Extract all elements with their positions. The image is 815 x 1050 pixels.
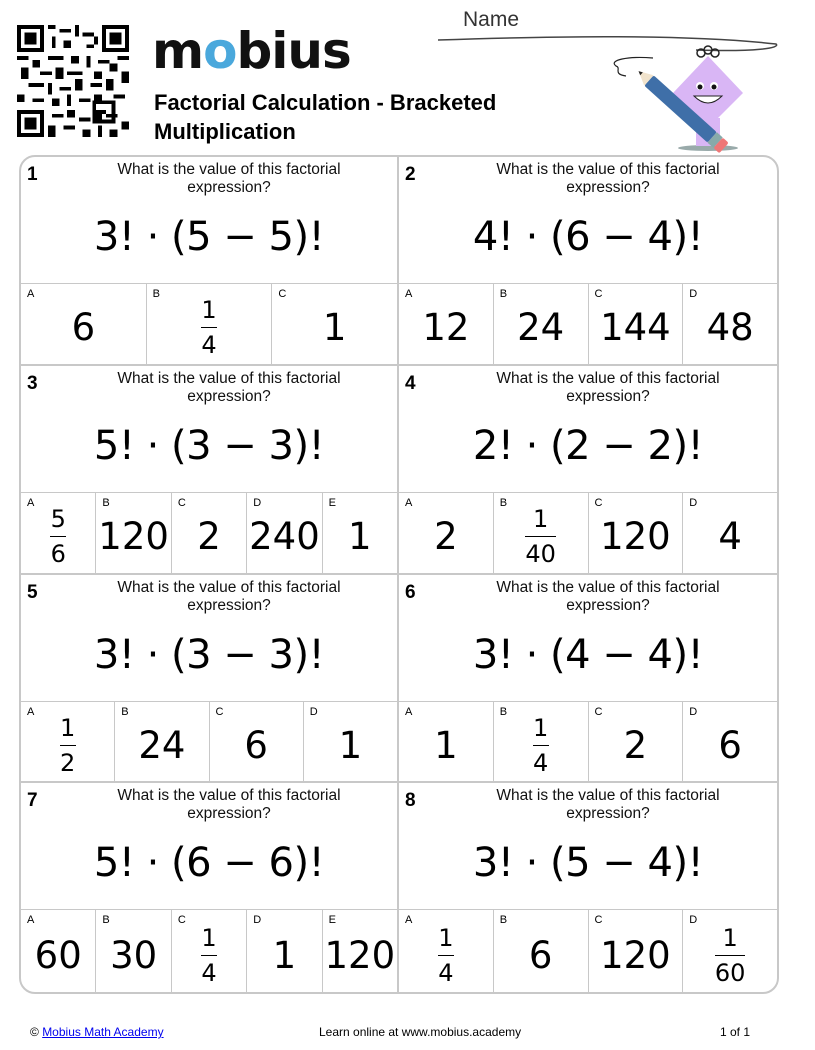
answer-option-c[interactable]	[589, 910, 684, 992]
answer-value	[210, 714, 303, 778]
answer-number: 4	[718, 515, 742, 559]
answer-option-d[interactable]	[683, 284, 777, 364]
answer-letter: B	[499, 705, 508, 718]
problem-number: 4	[405, 372, 416, 394]
fraction-bar	[438, 955, 454, 956]
answer-number: 60	[34, 933, 82, 977]
question-text: What is the value of this factorial expression?	[117, 161, 341, 196]
worksheet-grid	[19, 155, 779, 994]
problem-number: 2	[405, 164, 416, 185]
answer-number: 24	[138, 723, 186, 767]
answer-option-c[interactable]	[210, 702, 304, 782]
answer-value	[683, 505, 777, 569]
question-text: What is the value of this factorial expression?	[117, 787, 341, 823]
fraction-bar	[50, 536, 66, 537]
answer-option-e[interactable]	[323, 910, 397, 992]
answer-number: 120	[98, 515, 169, 559]
answer-option-c[interactable]	[172, 493, 247, 573]
answer-value	[589, 714, 683, 778]
question-text: What is the value of this factorial expression?	[117, 369, 341, 405]
fraction-bar	[201, 955, 217, 956]
answer-number: 1	[322, 306, 347, 350]
answer-option-c[interactable]	[589, 702, 684, 782]
problem-1	[21, 157, 399, 366]
answer-option-b[interactable]	[494, 493, 589, 573]
denominator: 4	[438, 958, 454, 987]
denominator: 4	[201, 958, 217, 987]
problem-7	[21, 783, 399, 992]
answer-option-b[interactable]	[494, 702, 589, 782]
answer-number: 48	[706, 306, 754, 350]
fraction-bar	[533, 745, 549, 746]
answer-value	[494, 714, 588, 778]
question-area	[21, 366, 397, 493]
answer-letter: C	[594, 914, 603, 927]
question-text: What is the value of this factorial expression?	[496, 369, 720, 405]
answer-value	[21, 505, 95, 569]
answer-value	[247, 505, 321, 569]
fraction	[438, 925, 454, 986]
problem-number: 5	[27, 581, 38, 603]
answer-letter: B	[499, 288, 508, 300]
answer-value	[115, 714, 208, 778]
problem-number: 7	[27, 790, 38, 812]
answer-number: 24	[517, 306, 565, 350]
question-text: What is the value of this factorial expression?	[496, 787, 720, 823]
fraction-bar	[60, 745, 76, 746]
answer-letter: E	[328, 914, 336, 927]
answer-value	[589, 296, 683, 360]
fraction	[525, 506, 556, 567]
mobius-math-academy-link[interactable]: Mobius Math Academy	[42, 1025, 164, 1039]
answer-number: 6	[718, 723, 742, 767]
answer-value	[323, 922, 397, 988]
answer-choices	[21, 702, 397, 782]
factorial-expression: 5! · (3 − 3)!	[93, 422, 325, 469]
answer-option-d[interactable]	[683, 910, 777, 992]
answer-choices	[21, 284, 397, 364]
numerator: 1	[59, 713, 76, 742]
fraction	[715, 925, 746, 986]
answer-letter: A	[27, 288, 35, 300]
question-area	[399, 157, 777, 284]
answer-value	[399, 296, 493, 360]
mobius-logo: mobius	[152, 22, 351, 80]
answer-number: 6	[71, 306, 96, 350]
answer-option-b[interactable]	[147, 284, 273, 364]
question-area	[399, 575, 777, 702]
question-text: What is the value of this factorial expression?	[117, 578, 341, 614]
denominator: 4	[532, 748, 549, 777]
factorial-expression: 5! · (6 − 6)!	[93, 840, 325, 887]
answer-option-d[interactable]	[247, 910, 322, 992]
answer-value	[172, 922, 246, 988]
answer-option-e[interactable]	[323, 493, 397, 573]
answer-letter: A	[27, 914, 35, 927]
answer-value	[399, 922, 493, 988]
problem-6	[399, 575, 777, 784]
answer-letter: C	[215, 705, 224, 718]
answer-value	[96, 922, 170, 988]
denominator: 4	[201, 331, 217, 360]
answer-number: 120	[600, 515, 671, 559]
answer-option-a[interactable]	[21, 493, 96, 573]
answer-value	[399, 505, 493, 569]
answer-choices	[399, 702, 777, 782]
factorial-expression: 2! · (2 − 2)!	[472, 422, 704, 469]
answer-option-b[interactable]	[494, 910, 589, 992]
answer-option-a[interactable]	[399, 702, 494, 782]
answer-letter: C	[177, 496, 186, 509]
answer-value	[399, 714, 493, 778]
factorial-expression: 3! · (5 − 5)!	[93, 214, 325, 260]
qr-code-icon	[17, 25, 129, 137]
problem-5	[21, 575, 399, 784]
problem-4	[399, 366, 777, 575]
answer-value	[683, 922, 777, 988]
page-number: 1 of 1	[720, 1025, 751, 1039]
answer-option-d[interactable]	[304, 702, 397, 782]
answer-value	[247, 922, 321, 988]
numerator: 1	[722, 923, 738, 952]
answer-value	[304, 714, 397, 778]
answer-letter: C	[594, 496, 603, 509]
denominator: 60	[714, 958, 746, 987]
answer-value	[96, 505, 170, 569]
factorial-expression: 3! · (4 − 4)!	[472, 631, 704, 678]
answer-choices	[399, 493, 777, 573]
answer-letter: D	[253, 914, 262, 927]
answer-option-a[interactable]	[399, 493, 494, 573]
factorial-expression: 4! · (6 − 4)!	[472, 214, 704, 260]
answer-value	[172, 505, 246, 569]
answer-letter: C	[594, 705, 603, 718]
answer-number: 240	[249, 515, 320, 559]
numerator: 1	[438, 923, 454, 952]
numerator: 1	[532, 713, 549, 742]
answer-choices	[21, 910, 397, 992]
denominator: 6	[50, 540, 66, 569]
answer-number: 1	[348, 515, 372, 559]
answer-option-c[interactable]	[272, 284, 397, 364]
fraction	[201, 925, 217, 986]
mascot-illustration-icon	[608, 38, 748, 153]
answer-value	[683, 296, 777, 360]
question-area	[21, 783, 397, 910]
answer-choices	[21, 493, 397, 573]
answer-letter: E	[328, 496, 336, 509]
answer-number: 30	[110, 933, 158, 977]
answer-value	[683, 714, 777, 778]
answer-letter: A	[27, 496, 35, 509]
question-area	[21, 575, 397, 702]
fraction	[533, 715, 549, 776]
answer-letter: D	[309, 705, 318, 718]
answer-option-c[interactable]	[589, 284, 684, 364]
answer-letter: C	[278, 288, 287, 300]
answer-number: 120	[324, 933, 396, 977]
fraction-bar	[201, 327, 217, 328]
answer-value	[21, 922, 95, 988]
denominator: 2	[59, 748, 76, 777]
name-label: Name	[463, 8, 520, 31]
answer-letter: A	[405, 288, 413, 300]
answer-letter: D	[689, 288, 698, 300]
answer-letter: B	[121, 705, 129, 718]
question-text: What is the value of this factorial expression?	[496, 161, 720, 196]
answer-value	[494, 296, 588, 360]
answer-option-c[interactable]	[589, 493, 684, 573]
answer-number: 2	[197, 515, 221, 559]
answer-letter: D	[689, 705, 698, 718]
worksheet-title: Factorial Calculation - Bracketed Multiplication	[154, 90, 497, 144]
answer-choices	[399, 284, 777, 364]
problem-8	[399, 783, 777, 992]
answer-option-b[interactable]	[96, 910, 171, 992]
problem-number: 3	[27, 372, 38, 394]
answer-letter: B	[499, 496, 508, 509]
answer-number: 144	[600, 306, 671, 350]
problem-number: 1	[27, 164, 38, 185]
answer-value	[21, 714, 114, 778]
footer-learn-online: Learn online at www.mobius.academy	[319, 1025, 522, 1039]
answer-option-a[interactable]	[21, 910, 96, 992]
answer-option-b[interactable]	[494, 284, 589, 364]
answer-letter: B	[499, 914, 508, 927]
answer-option-a[interactable]	[21, 702, 115, 782]
answer-option-d[interactable]	[683, 493, 777, 573]
fraction-bar	[715, 955, 746, 956]
answer-letter: A	[27, 705, 35, 718]
answer-value	[589, 505, 683, 569]
answer-number: 6	[244, 723, 268, 767]
problem-3	[21, 366, 399, 575]
answer-option-a[interactable]	[399, 910, 494, 992]
answer-letter: A	[405, 705, 413, 718]
answer-number: 1	[338, 723, 363, 767]
answer-letter: C	[594, 288, 603, 300]
answer-value	[494, 922, 588, 988]
problem-2	[399, 157, 777, 366]
question-area	[399, 366, 777, 493]
fraction	[50, 506, 66, 567]
answer-option-b[interactable]	[96, 493, 171, 573]
answer-option-a[interactable]	[21, 284, 147, 364]
answer-letter: D	[253, 496, 262, 509]
problem-number: 6	[405, 581, 416, 603]
answer-number: 2	[623, 723, 648, 767]
fraction	[201, 297, 217, 358]
answer-option-d[interactable]	[683, 702, 777, 782]
answer-option-c[interactable]	[172, 910, 247, 992]
answer-letter: B	[152, 288, 161, 300]
answer-number: 2	[434, 515, 458, 559]
numerator: 5	[50, 505, 66, 534]
answer-letter: A	[405, 914, 413, 927]
question-area	[399, 783, 777, 910]
answer-value	[589, 922, 683, 988]
answer-option-a[interactable]	[399, 284, 494, 364]
fraction	[60, 715, 76, 776]
answer-option-d[interactable]	[247, 493, 322, 573]
fraction-bar	[525, 536, 556, 537]
answer-letter: C	[177, 914, 186, 927]
answer-number: 120	[600, 933, 671, 977]
answer-number: 1	[434, 723, 458, 767]
question-area	[21, 157, 397, 284]
answer-value	[323, 505, 397, 569]
numerator: 1	[201, 923, 217, 952]
answer-number: 1	[272, 933, 297, 977]
copyright: © Mobius Math Academy	[30, 1025, 164, 1039]
answer-letter: D	[689, 496, 698, 509]
answer-number: 12	[422, 306, 470, 350]
question-text: What is the value of this factorial expression?	[496, 578, 720, 614]
answer-letter: D	[689, 914, 698, 927]
answer-letter: A	[405, 496, 413, 509]
answer-number: 6	[528, 933, 553, 977]
problem-number: 8	[405, 790, 416, 812]
answer-value	[272, 296, 397, 360]
answer-value	[147, 296, 272, 360]
denominator: 40	[525, 540, 556, 569]
answer-letter: B	[102, 496, 110, 509]
numerator: 1	[532, 505, 549, 534]
answer-value	[494, 505, 588, 569]
answer-value	[21, 296, 146, 360]
numerator: 1	[201, 296, 217, 325]
factorial-expression: 3! · (3 − 3)!	[93, 631, 325, 678]
answer-option-b[interactable]	[115, 702, 209, 782]
factorial-expression: 3! · (5 − 4)!	[472, 840, 704, 887]
answer-choices	[399, 910, 777, 992]
answer-letter: B	[102, 914, 110, 927]
